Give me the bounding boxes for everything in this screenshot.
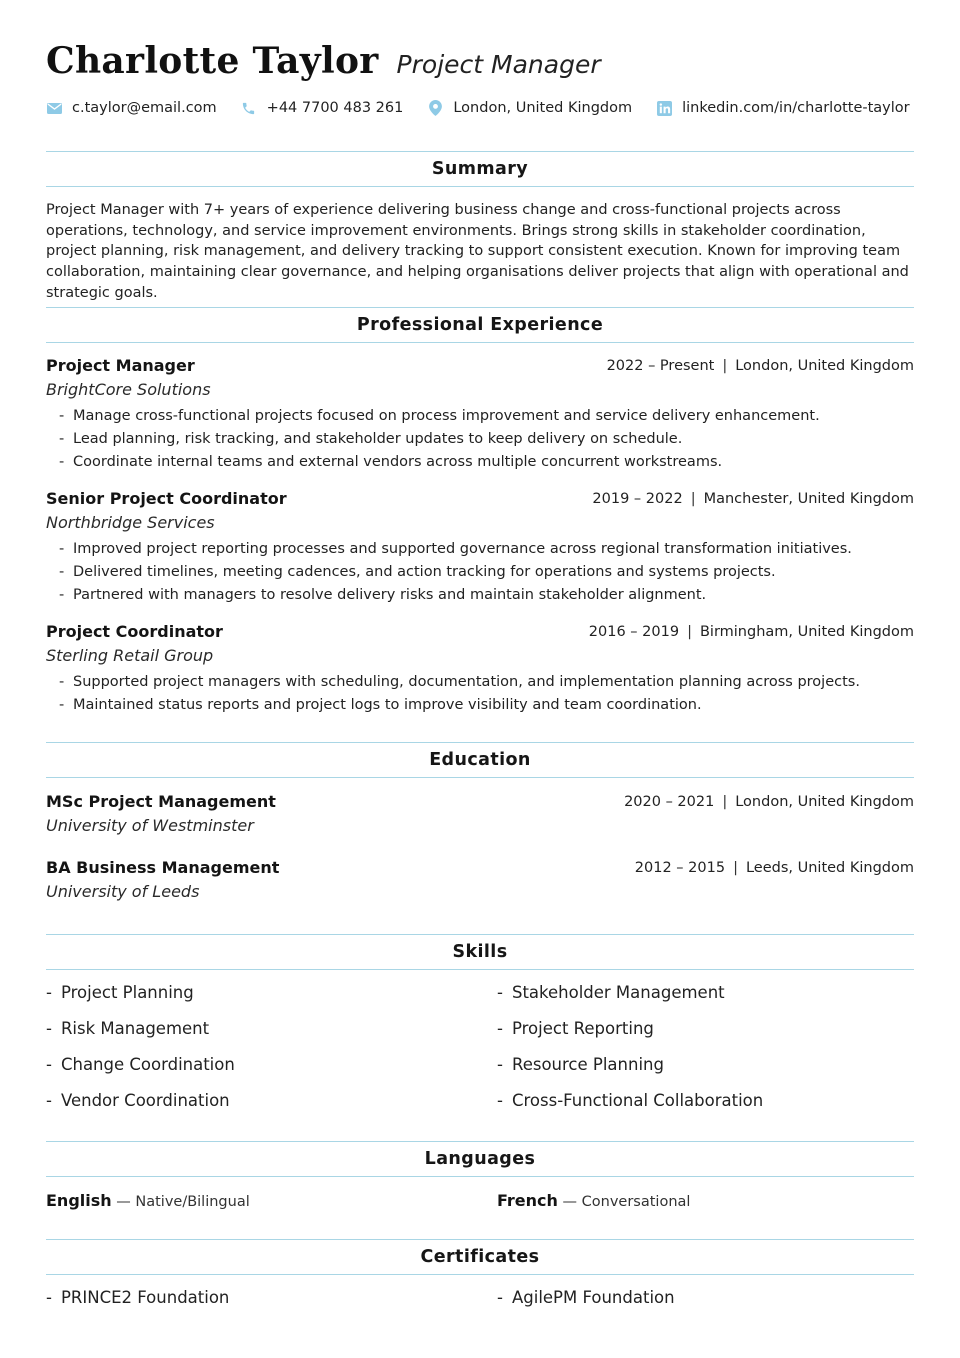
education-location: Leeds, United Kingdom: [745, 860, 914, 876]
certificates-section-header: [46, 1239, 914, 1275]
experience-bullets: [46, 538, 914, 607]
experience-company: Northbridge Services: [46, 513, 215, 532]
experience-heading: Professional Experience: [356, 315, 604, 335]
summary-text: Project Manager with 7+ years of experience delivering business change and cross-functional projects across operations, technology, and service improvement environments. Brings strong skills in stakeholder coordination, project planning, risk management, and delivery tracking to support consistent execution. Known for improving team collaboration, maintaining clear governance, and helping organisations deliver projects that align with operational and strategic goals.: [46, 202, 909, 301]
experience-location: London, United Kingdom: [735, 358, 914, 374]
contact-location-text: London, United Kingdom: [453, 100, 633, 116]
experience-entry: [46, 489, 914, 607]
bullet-item: - Supported project managers with scheduling, documentation, and implementation planning across projects.: [59, 674, 860, 690]
institution-name: University of Westminster: [46, 816, 254, 835]
education-heading: Education: [429, 750, 531, 770]
certificate-item: - PRINCE2 Foundation: [46, 1288, 230, 1307]
resume-header: [46, 40, 601, 82]
skill-item: - Cross-Functional Collaboration: [497, 1091, 764, 1110]
education-meta: 2012 – 2015 | Leeds, United Kingdom: [634, 860, 914, 876]
skills-heading: Skills: [452, 942, 508, 962]
contact-location: [427, 100, 632, 116]
experience-bullets: [46, 405, 914, 474]
contact-bar: [46, 100, 910, 116]
skill-item: - Project Reporting: [497, 1019, 654, 1038]
degree-title: MSc Project Management: [46, 792, 276, 811]
summary-heading: Summary: [431, 159, 529, 179]
experience-location: Manchester, United Kingdom: [703, 491, 914, 507]
certificate-item: - AgilePM Foundation: [497, 1288, 675, 1307]
job-title: Project Manager: [396, 50, 601, 79]
contact-linkedin[interactable]: [656, 100, 909, 116]
language-name: English: [46, 1191, 112, 1210]
bullet-item: - Lead planning, risk tracking, and stakeholder updates to keep delivery on schedule.: [59, 431, 683, 447]
education-dates: 2012 – 2015: [634, 860, 726, 876]
mail-icon: [46, 100, 62, 116]
language-item: French — Conversational: [497, 1191, 691, 1210]
certificates-heading: Certificates: [420, 1247, 540, 1267]
experience-entry: [46, 622, 914, 717]
contact-email[interactable]: [46, 100, 217, 116]
experience-title: Senior Project Coordinator: [46, 489, 287, 508]
education-dates: 2020 – 2021: [624, 794, 715, 810]
education-entry: [46, 858, 914, 901]
bullet-item: - Manage cross-functional projects focused on process improvement and service delivery enhancement.: [59, 408, 820, 424]
education-meta: 2020 – 2021 | London, United Kingdom: [624, 794, 914, 810]
experience-company: Sterling Retail Group: [46, 646, 214, 665]
experience-company: BrightCore Solutions: [46, 380, 211, 399]
language-level: Native/Bilingual: [135, 1194, 250, 1210]
bullet-item: - Partnered with managers to resolve delivery risks and maintain stakeholder alignment.: [59, 587, 707, 603]
experience-dates: 2022 – Present: [606, 358, 715, 374]
skill-item: - Risk Management: [46, 1019, 210, 1038]
summary-section-header: [46, 151, 914, 187]
languages-section-header: [46, 1141, 914, 1177]
contact-email-text: c.taylor@email.com: [72, 100, 217, 116]
language-name: French: [497, 1191, 558, 1210]
experience-dates: 2019 – 2022: [592, 491, 683, 507]
degree-title: BA Business Management: [46, 858, 280, 877]
skill-item: - Project Planning: [46, 983, 194, 1002]
experience-dates: 2016 – 2019: [588, 624, 680, 640]
contact-phone[interactable]: [241, 100, 404, 116]
skill-item: - Change Coordination: [46, 1055, 235, 1074]
experience-entry: [46, 356, 914, 474]
experience-meta: 2022 – Present | London, United Kingdom: [606, 358, 914, 374]
bullet-item: - Maintained status reports and project logs to improve visibility and team coordination.: [59, 697, 702, 713]
experience-meta: 2019 – 2022 | Manchester, United Kingdom: [592, 491, 914, 507]
skills-section-header: [46, 934, 914, 970]
bullet-item: - Coordinate internal teams and external vendors across multiple concurrent workstreams.: [59, 454, 723, 470]
language-level: Conversational: [581, 1194, 691, 1210]
skill-item: - Resource Planning: [497, 1055, 664, 1074]
institution-name: University of Leeds: [46, 882, 200, 901]
linkedin-icon: [656, 100, 672, 116]
bullet-item: - Delivered timelines, meeting cadences, and action tracking for operations and systems projects.: [59, 564, 776, 580]
contact-linkedin-text: linkedin.com/in/charlotte-taylor: [682, 100, 910, 116]
candidate-name: Charlotte Taylor: [46, 40, 379, 82]
education-entry: [46, 792, 914, 835]
location-pin-icon: [427, 100, 443, 116]
experience-section-header: [46, 307, 914, 343]
experience-meta: 2016 – 2019 | Birmingham, United Kingdom: [588, 624, 914, 640]
language-item: English — Native/Bilingual: [46, 1191, 250, 1210]
experience-title: Project Coordinator: [46, 622, 223, 641]
experience-location: Birmingham, United Kingdom: [699, 624, 914, 640]
phone-icon: [241, 100, 257, 116]
experience-bullets: [46, 671, 914, 717]
contact-phone-text: +44 7700 483 261: [266, 100, 404, 116]
education-section-header: [46, 742, 914, 778]
skill-item: - Vendor Coordination: [46, 1091, 230, 1110]
education-location: London, United Kingdom: [735, 794, 914, 810]
bullet-item: - Improved project reporting processes and supported governance across regional transformation initiatives.: [59, 541, 852, 557]
languages-heading: Languages: [424, 1149, 536, 1169]
experience-title: Project Manager: [46, 356, 195, 375]
skill-item: - Stakeholder Management: [497, 983, 725, 1002]
